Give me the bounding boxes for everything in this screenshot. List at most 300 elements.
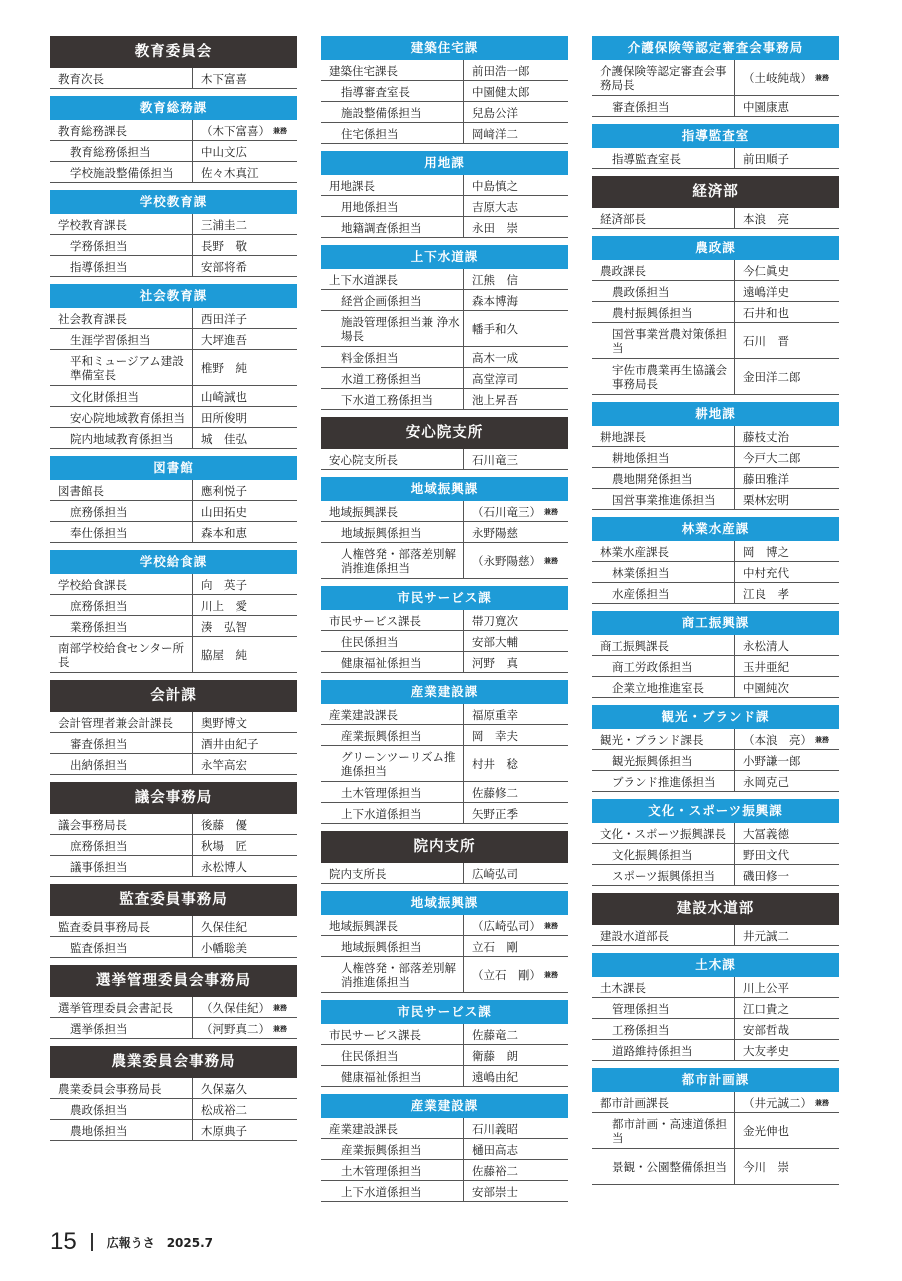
person-name [735,1092,839,1112]
person-name-text: 久保佳紀 [201,919,247,934]
person-name [464,704,568,724]
role-label: 工務係担当 [592,1019,735,1039]
role-label: 国営事業推進係担当 [592,489,735,509]
department-section [50,782,297,877]
person-name [193,754,297,774]
person-name-text: 岡 幸夫 [472,728,518,743]
person-name-text: 磯田修一 [743,868,789,883]
person-name-text: （広崎弘司） [472,918,541,933]
role-label: 産業振興係担当 [321,1139,464,1159]
person-name [464,1181,568,1201]
person-name [193,637,297,672]
person-name-text: 池上昇吾 [472,392,518,407]
role-label: 指導審査室長 [321,81,464,101]
staff-row [321,123,568,144]
person-name-text: 金光伸也 [743,1124,789,1138]
person-name [464,501,568,521]
staff-row [50,407,297,428]
role-label: 指導係担当 [50,256,193,276]
department-section [321,417,568,470]
role-label: 林業水産課長 [592,541,735,561]
role-label: 水産係担当 [592,583,735,603]
staff-row [50,637,297,673]
role-label: 観光・ブランド課長 [592,729,735,749]
person-name [735,260,839,280]
staff-row [321,311,568,347]
person-name-text: 大冨義徳 [743,826,789,841]
person-name-text: 遠嶋洋史 [743,284,789,299]
role-label: 選挙管理委員会書記長 [50,997,193,1017]
person-name-text: 永松博人 [201,859,247,874]
division-header: 選挙管理委員会事務局 [50,965,297,997]
department-section [592,402,839,510]
department-section [592,124,839,169]
role-label: 議会事務局長 [50,814,193,834]
person-name-text: （石川竜三） [472,504,541,519]
staff-row [321,368,568,389]
person-name-text: 中山文広 [201,144,247,159]
person-name-text: 長野 敬 [201,238,247,253]
staff-row [321,1139,568,1160]
person-name [464,196,568,216]
staff-row [50,235,297,256]
role-label: 文化振興係担当 [592,844,735,864]
person-name [464,957,568,992]
department-section [321,151,568,238]
department-section [321,831,568,884]
role-label: 管理係担当 [592,998,735,1018]
column-2 [321,36,568,1209]
person-name [464,631,568,651]
person-name-text: 本浪 亮 [743,211,789,226]
role-label: 文化財係担当 [50,386,193,406]
staff-row [50,522,297,543]
section-header: 産業建設課 [321,1094,568,1118]
role-label: 道路維持係担当 [592,1040,735,1060]
person-name-text: 石井和也 [743,305,789,320]
person-name-text: 佐々木真江 [201,165,259,180]
staff-row [321,1045,568,1066]
department-section [592,799,839,886]
role-label: 南部学校給食センター所長 [50,637,193,672]
department-section [50,1046,297,1141]
staff-row [50,616,297,637]
person-name [464,1160,568,1180]
person-name-text: （井元誠二） [743,1095,812,1110]
person-name [464,803,568,823]
role-label: 院内地域教育係担当 [50,428,193,448]
role-label: 地域振興課長 [321,501,464,521]
person-name-text: 兒島公洋 [472,105,518,120]
column-3 [592,36,839,1192]
staff-row [321,631,568,652]
person-name-text: （久保佳紀） [201,1000,270,1015]
person-name-text: 中島慎之 [472,178,518,193]
person-name-text: 大友孝史 [743,1043,789,1058]
staff-row [321,175,568,196]
role-label: 建築住宅課長 [321,60,464,80]
department-section [50,190,297,277]
person-name [464,522,568,542]
person-name-text: 矢野正季 [472,806,518,821]
staff-row [50,595,297,616]
person-name-text: 湊 弘智 [201,619,247,634]
person-name [193,1099,297,1119]
department-section [592,953,839,1061]
page-number: 15 [50,1228,77,1255]
person-name-text: 岡 博之 [743,544,789,559]
staff-row [592,302,839,323]
role-label: 土木課長 [592,977,735,997]
role-label: 選挙係担当 [50,1018,193,1038]
person-name-text: 広崎弘司 [472,866,518,881]
person-name-text: 秋場 匠 [201,838,247,853]
staff-row [592,1019,839,1040]
staff-row [50,814,297,835]
role-label: スポーツ振興係担当 [592,865,735,885]
role-label: 健康福祉係担当 [321,1066,464,1086]
staff-row [321,803,568,824]
person-name-text: 高堂淳司 [472,371,518,386]
staff-row [321,449,568,470]
person-name [464,652,568,672]
person-name [464,368,568,388]
staff-row [592,60,839,96]
role-label: 住民係担当 [321,1045,464,1065]
role-label: 教育総務係担当 [50,141,193,161]
department-section [321,477,568,579]
person-name-text: 金田洋二郎 [743,370,801,384]
staff-row [592,925,839,946]
person-name-text: 大坪進吾 [201,332,247,347]
person-name [735,750,839,770]
staff-row [592,823,839,844]
person-name [193,522,297,542]
concurrent-tag: 兼務 [544,971,558,979]
person-name [735,823,839,843]
person-name-text: 佐藤修二 [472,785,518,800]
person-name [464,60,568,80]
person-name [464,81,568,101]
department-section [592,236,839,395]
staff-row [50,1078,297,1099]
person-name [735,541,839,561]
concurrent-tag: 兼務 [544,557,558,565]
division-header: 建設水道部 [592,893,839,925]
person-name [735,844,839,864]
person-name [464,102,568,122]
role-label: 学校施設整備係担当 [50,162,193,182]
person-name [193,997,297,1017]
person-name [464,123,568,143]
role-label: ブランド推進係担当 [592,771,735,791]
staff-row [50,937,297,958]
staff-row [592,260,839,281]
staff-row [50,712,297,733]
staff-row [321,269,568,290]
department-section [321,36,568,144]
person-name-text: 江熊 信 [472,272,518,287]
role-label: 産業振興係担当 [321,725,464,745]
staff-row [50,997,297,1018]
staff-row [592,541,839,562]
footer-divider [91,1233,93,1251]
person-name [464,782,568,802]
person-name-text: 福原重幸 [472,707,518,722]
staff-row [50,480,297,501]
person-name [464,1118,568,1138]
role-label: 農政係担当 [592,281,735,301]
staff-row [592,656,839,677]
role-label: 学校教育課長 [50,214,193,234]
person-name [193,141,297,161]
staff-row [50,386,297,407]
staff-row [592,426,839,447]
person-name-text: 安部将希 [201,259,247,274]
department-section [592,517,839,604]
staff-row [592,562,839,583]
person-name-text: 藤枝丈治 [743,429,789,444]
section-header: 地域振興課 [321,891,568,915]
role-label: 都市計画・高速道係担当 [592,1113,735,1148]
staff-row [50,350,297,386]
person-name-text: 井元誠二 [743,928,789,943]
concurrent-tag: 兼務 [544,507,558,516]
section-header: 社会教育課 [50,284,297,308]
staff-row [592,96,839,117]
person-name-text: 安部大輔 [472,634,518,649]
department-section [321,586,568,673]
staff-row [321,1118,568,1139]
person-name-text: 佐藤裕二 [472,1163,518,1178]
person-name [193,386,297,406]
role-label: 地籍調査係担当 [321,217,464,237]
person-name-text: 後藤 優 [201,817,247,832]
staff-row [321,936,568,957]
person-name-text: 安部崇士 [472,1184,518,1199]
person-name-text: 川上公平 [743,980,789,995]
person-name-text: 吉原大志 [472,199,518,214]
role-label: 農政係担当 [50,1099,193,1119]
person-name-text: 村井 稔 [472,757,518,771]
person-name-text: 河野 真 [472,655,518,670]
person-name [464,1139,568,1159]
staff-row [50,754,297,775]
staff-row [592,1092,839,1113]
person-name [464,175,568,195]
person-name [735,489,839,509]
section-header: 建築住宅課 [321,36,568,60]
staff-row [321,1160,568,1181]
person-name [735,1113,839,1148]
person-name-text: 栗林宏明 [743,492,789,507]
person-name [464,311,568,346]
staff-row [50,214,297,235]
staff-row [321,1181,568,1202]
department-section [321,1000,568,1087]
role-label: 耕地課長 [592,426,735,446]
department-section [592,705,839,792]
division-header: 経済部 [592,176,839,208]
role-label: 生涯学習係担当 [50,329,193,349]
staff-row [50,162,297,183]
division-header: 院内支所 [321,831,568,863]
section-header: 指導監査室 [592,124,839,148]
staff-row [592,771,839,792]
person-name [464,1045,568,1065]
person-name-text: 佐藤竜二 [472,1027,518,1042]
person-name-text: 永竿高宏 [201,757,247,772]
person-name [735,60,839,95]
division-header: 教育委員会 [50,36,297,68]
staff-row [592,750,839,771]
role-label: 産業建設課長 [321,704,464,724]
staff-row [321,863,568,884]
person-name [193,407,297,427]
person-name-text: 江口貴之 [743,1001,789,1016]
staff-row [321,610,568,631]
role-label: 上下水道課長 [321,269,464,289]
person-name-text: 中園健太郎 [472,84,530,99]
person-name-text: 安部哲哉 [743,1022,789,1037]
staff-row [592,865,839,886]
person-name-text: （河野真二） [201,1021,270,1036]
role-label: 農政課長 [592,260,735,280]
role-label: 産業建設課長 [321,1118,464,1138]
section-header: 地域振興課 [321,477,568,501]
person-name-text: 松成裕二 [201,1102,247,1117]
person-name [735,925,839,945]
staff-row [321,347,568,368]
department-section [50,456,297,543]
concurrent-tag: 兼務 [815,74,829,82]
concurrent-tag: 兼務 [273,1024,287,1033]
person-name [735,729,839,749]
person-name [193,1120,297,1140]
person-name-text: 森本和恵 [201,525,247,540]
concurrent-tag: 兼務 [815,1098,829,1107]
staff-row [50,835,297,856]
person-name-text: 森本博海 [472,293,518,308]
section-header: 産業建設課 [321,680,568,704]
person-name [464,1024,568,1044]
concurrent-tag: 兼務 [815,735,829,744]
person-name [735,865,839,885]
department-section [592,176,839,229]
person-name [464,610,568,630]
person-name-text: 今川 崇 [743,1160,789,1174]
role-label: 人権啓発・部落差別解消推進係担当 [321,957,464,992]
person-name-text: 樋田高志 [472,1142,518,1157]
staff-row [50,141,297,162]
person-name-text: 三浦圭二 [201,217,247,232]
section-header: 土木課 [592,953,839,977]
department-section [592,893,839,946]
person-name-text: 中園純次 [743,680,789,695]
person-name-text: 立石 剛 [472,939,518,954]
person-name [735,148,839,168]
section-header: 学校給食課 [50,550,297,574]
role-label: 宇佐市農業再生協議会事務局長 [592,359,735,394]
staff-row [321,217,568,238]
role-label: 国営事業営農対策係担当 [592,323,735,358]
section-header: 農政課 [592,236,839,260]
person-name-text: 石川竜三 [472,452,518,467]
department-section [592,1068,839,1185]
staff-row [321,196,568,217]
person-name [464,290,568,310]
person-name-text: （永野陽慈） [472,554,541,568]
role-label: 地域振興係担当 [321,936,464,956]
staff-row [321,389,568,410]
role-label: 商工労政係担当 [592,656,735,676]
role-label: 議事係担当 [50,856,193,876]
person-name-text: 城 佳弘 [201,431,247,446]
department-section [321,1094,568,1202]
person-name-text: 中園康恵 [743,99,789,114]
role-label: 上下水道係担当 [321,1181,464,1201]
person-name-text: 脇屋 純 [201,648,247,662]
person-name-text: 中村充代 [743,565,789,580]
staff-row [50,856,297,877]
concurrent-tag: 兼務 [273,126,287,135]
person-name [735,677,839,697]
person-name [193,162,297,182]
division-header: 監査委員事務局 [50,884,297,916]
division-header: 安心院支所 [321,417,568,449]
staff-row [592,977,839,998]
person-name [193,574,297,594]
person-name-text: 野田文代 [743,847,789,862]
person-name [193,256,297,276]
department-section [50,96,297,183]
role-label: 庶務係担当 [50,835,193,855]
role-label: 業務係担当 [50,616,193,636]
role-label: 上下水道係担当 [321,803,464,823]
person-name [193,501,297,521]
staff-row [50,501,297,522]
section-header: 用地課 [321,151,568,175]
person-name-text: 石川 晋 [743,334,789,348]
role-label: 土木管理係担当 [321,1160,464,1180]
department-section [50,550,297,673]
staff-row [321,725,568,746]
person-name [464,347,568,367]
person-name-text: 山崎誠也 [201,389,247,404]
staff-row [592,359,839,395]
role-label: 土木管理係担当 [321,782,464,802]
role-label: 会計管理者兼会計課長 [50,712,193,732]
staff-row [50,428,297,449]
person-name [464,915,568,935]
staff-row [321,60,568,81]
role-label: 社会教育課長 [50,308,193,328]
staff-row [321,501,568,522]
person-name-text: 衛藤 朗 [472,1048,518,1063]
staff-row [592,323,839,359]
role-label: 人権啓発・部落差別解消推進係担当 [321,543,464,578]
person-name [193,712,297,732]
person-name [193,350,297,385]
person-name [464,217,568,237]
role-label: 下水道工務係担当 [321,389,464,409]
section-header: 教育総務課 [50,96,297,120]
person-name [193,329,297,349]
staff-row [50,1018,297,1039]
division-header: 農業委員会事務局 [50,1046,297,1078]
person-name [193,937,297,957]
role-label: 安心院支所長 [321,449,464,469]
